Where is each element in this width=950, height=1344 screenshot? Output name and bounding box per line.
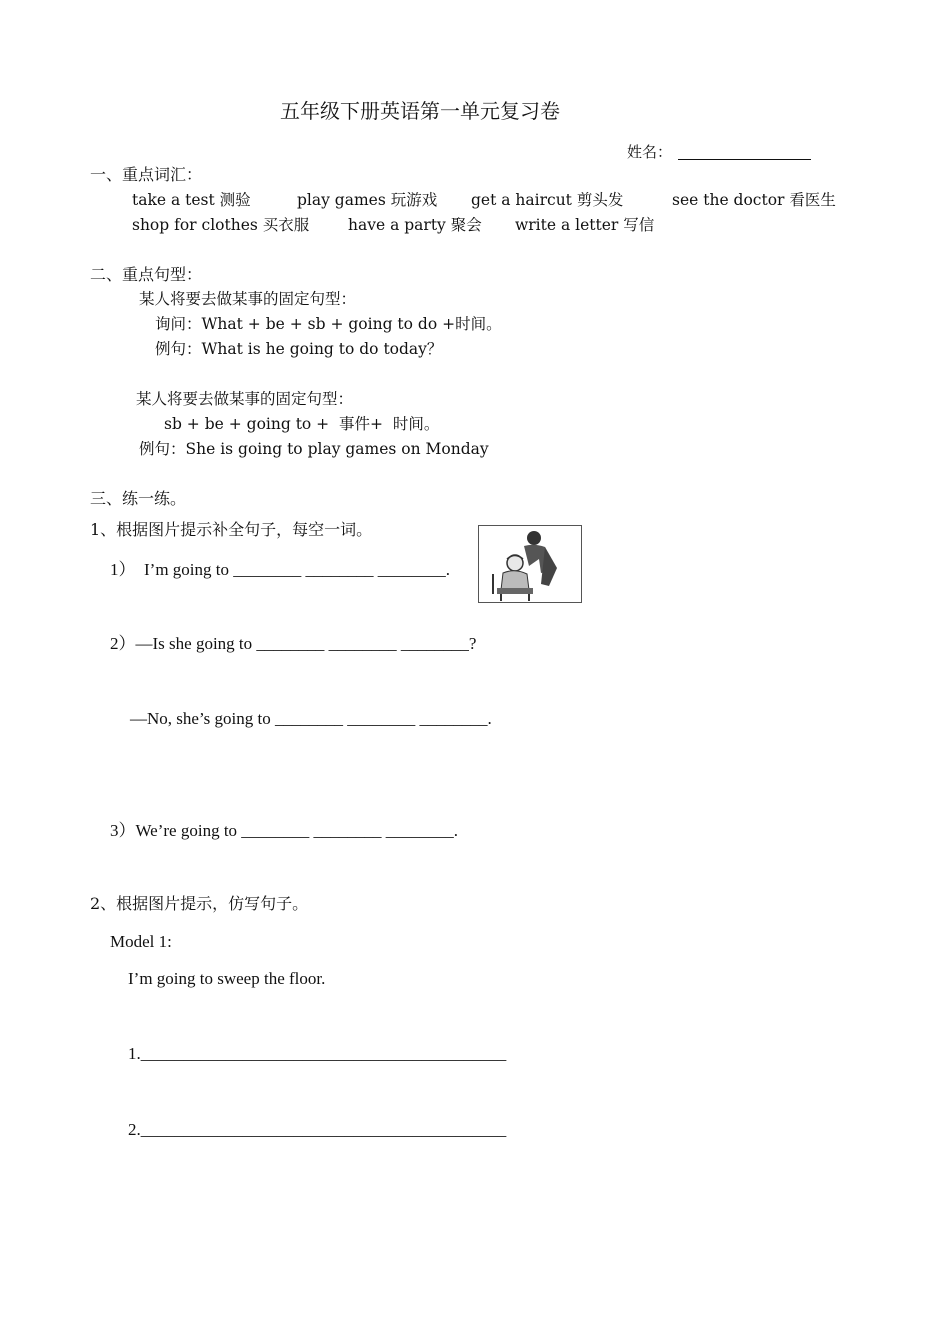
pattern-question: 询问：What + be + sb + going to do +时间。 (155, 315, 502, 333)
answer-line-2[interactable]: 2.___________________________________________ (128, 1120, 507, 1139)
pattern-title: 某人将要去做某事的固定句型： (136, 390, 354, 408)
vocab-item: take a test 测验 (132, 191, 251, 209)
vocab-item: have a party 聚会 (348, 216, 482, 234)
vocab-item: get a haircut 剪头发 (471, 191, 624, 209)
vocab-item: see the doctor 看医生 (672, 191, 836, 209)
model-label: Model 1: (110, 932, 172, 951)
vocab-item: write a letter 写信 (515, 216, 655, 234)
name-label: 姓名： (627, 143, 673, 161)
page-title: 五年级下册英语第一单元复习卷 (280, 99, 560, 123)
section-heading-sentences: 二、重点句型： (90, 265, 203, 284)
model-sentence: I’m going to sweep the floor. (128, 969, 326, 988)
name-blank-line[interactable] (678, 159, 811, 160)
pattern-form: sb + be + going to + 事件+ 时间。 (164, 415, 440, 433)
question-1: 1） I’m going to ________ ________ ________. (110, 560, 450, 579)
question-2-ask: 2）—Is she going to ________ ________ ________? (110, 634, 477, 653)
section-heading-vocabulary: 一、重点词汇： (90, 165, 203, 184)
task-instruction: 1、根据图片提示补全句子，每空一词。 (90, 520, 373, 539)
section-heading-practice: 三、练一练。 (90, 489, 187, 508)
vocab-item: shop for clothes 买衣服 (132, 216, 310, 234)
vocab-item: play games 玩游戏 (297, 191, 438, 209)
pattern-title: 某人将要去做某事的固定句型： (139, 290, 357, 308)
haircut-illustration (478, 525, 582, 603)
task-instruction: 2、根据图片提示，仿写句子。 (90, 894, 309, 913)
pattern-example: 例句：She is going to play games on Monday (139, 440, 489, 458)
question-2-answer: —No, she’s going to ________ ________ ________. (130, 709, 492, 728)
question-3: 3）We’re going to ________ ________ ________. (110, 821, 459, 840)
answer-line-1[interactable]: 1.___________________________________________ (128, 1044, 507, 1063)
pattern-example: 例句：What is he going to do today？ (155, 340, 443, 358)
